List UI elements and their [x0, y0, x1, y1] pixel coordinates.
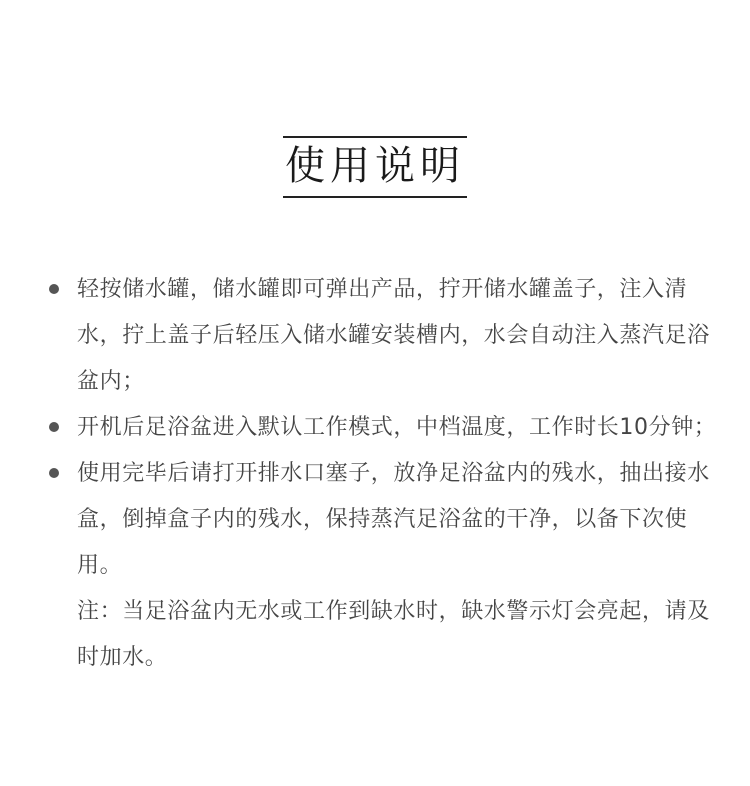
instruction-item: [47, 267, 717, 405]
instruction-item: [47, 405, 717, 451]
instructions-list: [47, 267, 717, 681]
bullet-dot-icon: [49, 284, 59, 294]
page-title: 使用说明: [283, 136, 467, 198]
instruction-text: 开机后足浴盆进入默认工作模式，中档温度，工作时长10分钟；: [77, 415, 717, 440]
instruction-item: [47, 451, 717, 589]
note-text: 注：当足浴盆内无水或工作到缺水时，缺水警示灯会亮起，请及时加水。: [77, 599, 710, 670]
title-area: [0, 136, 750, 198]
bullet-dot-icon: [49, 468, 59, 478]
instruction-text: 使用完毕后请打开排水口塞子，放净足浴盆内的残水，抽出接水盒，倒掉盒子内的残水，保持蒸汽足浴盆的干净，以备下次使用。: [77, 461, 710, 578]
instruction-text: 轻按储水罐，储水罐即可弹出产品，拧开储水罐盖子，注入清水，拧上盖子后轻压入储水罐安装槽内，水会自动注入蒸汽足浴盆内；: [77, 277, 710, 394]
bullet-dot-icon: [49, 422, 59, 432]
